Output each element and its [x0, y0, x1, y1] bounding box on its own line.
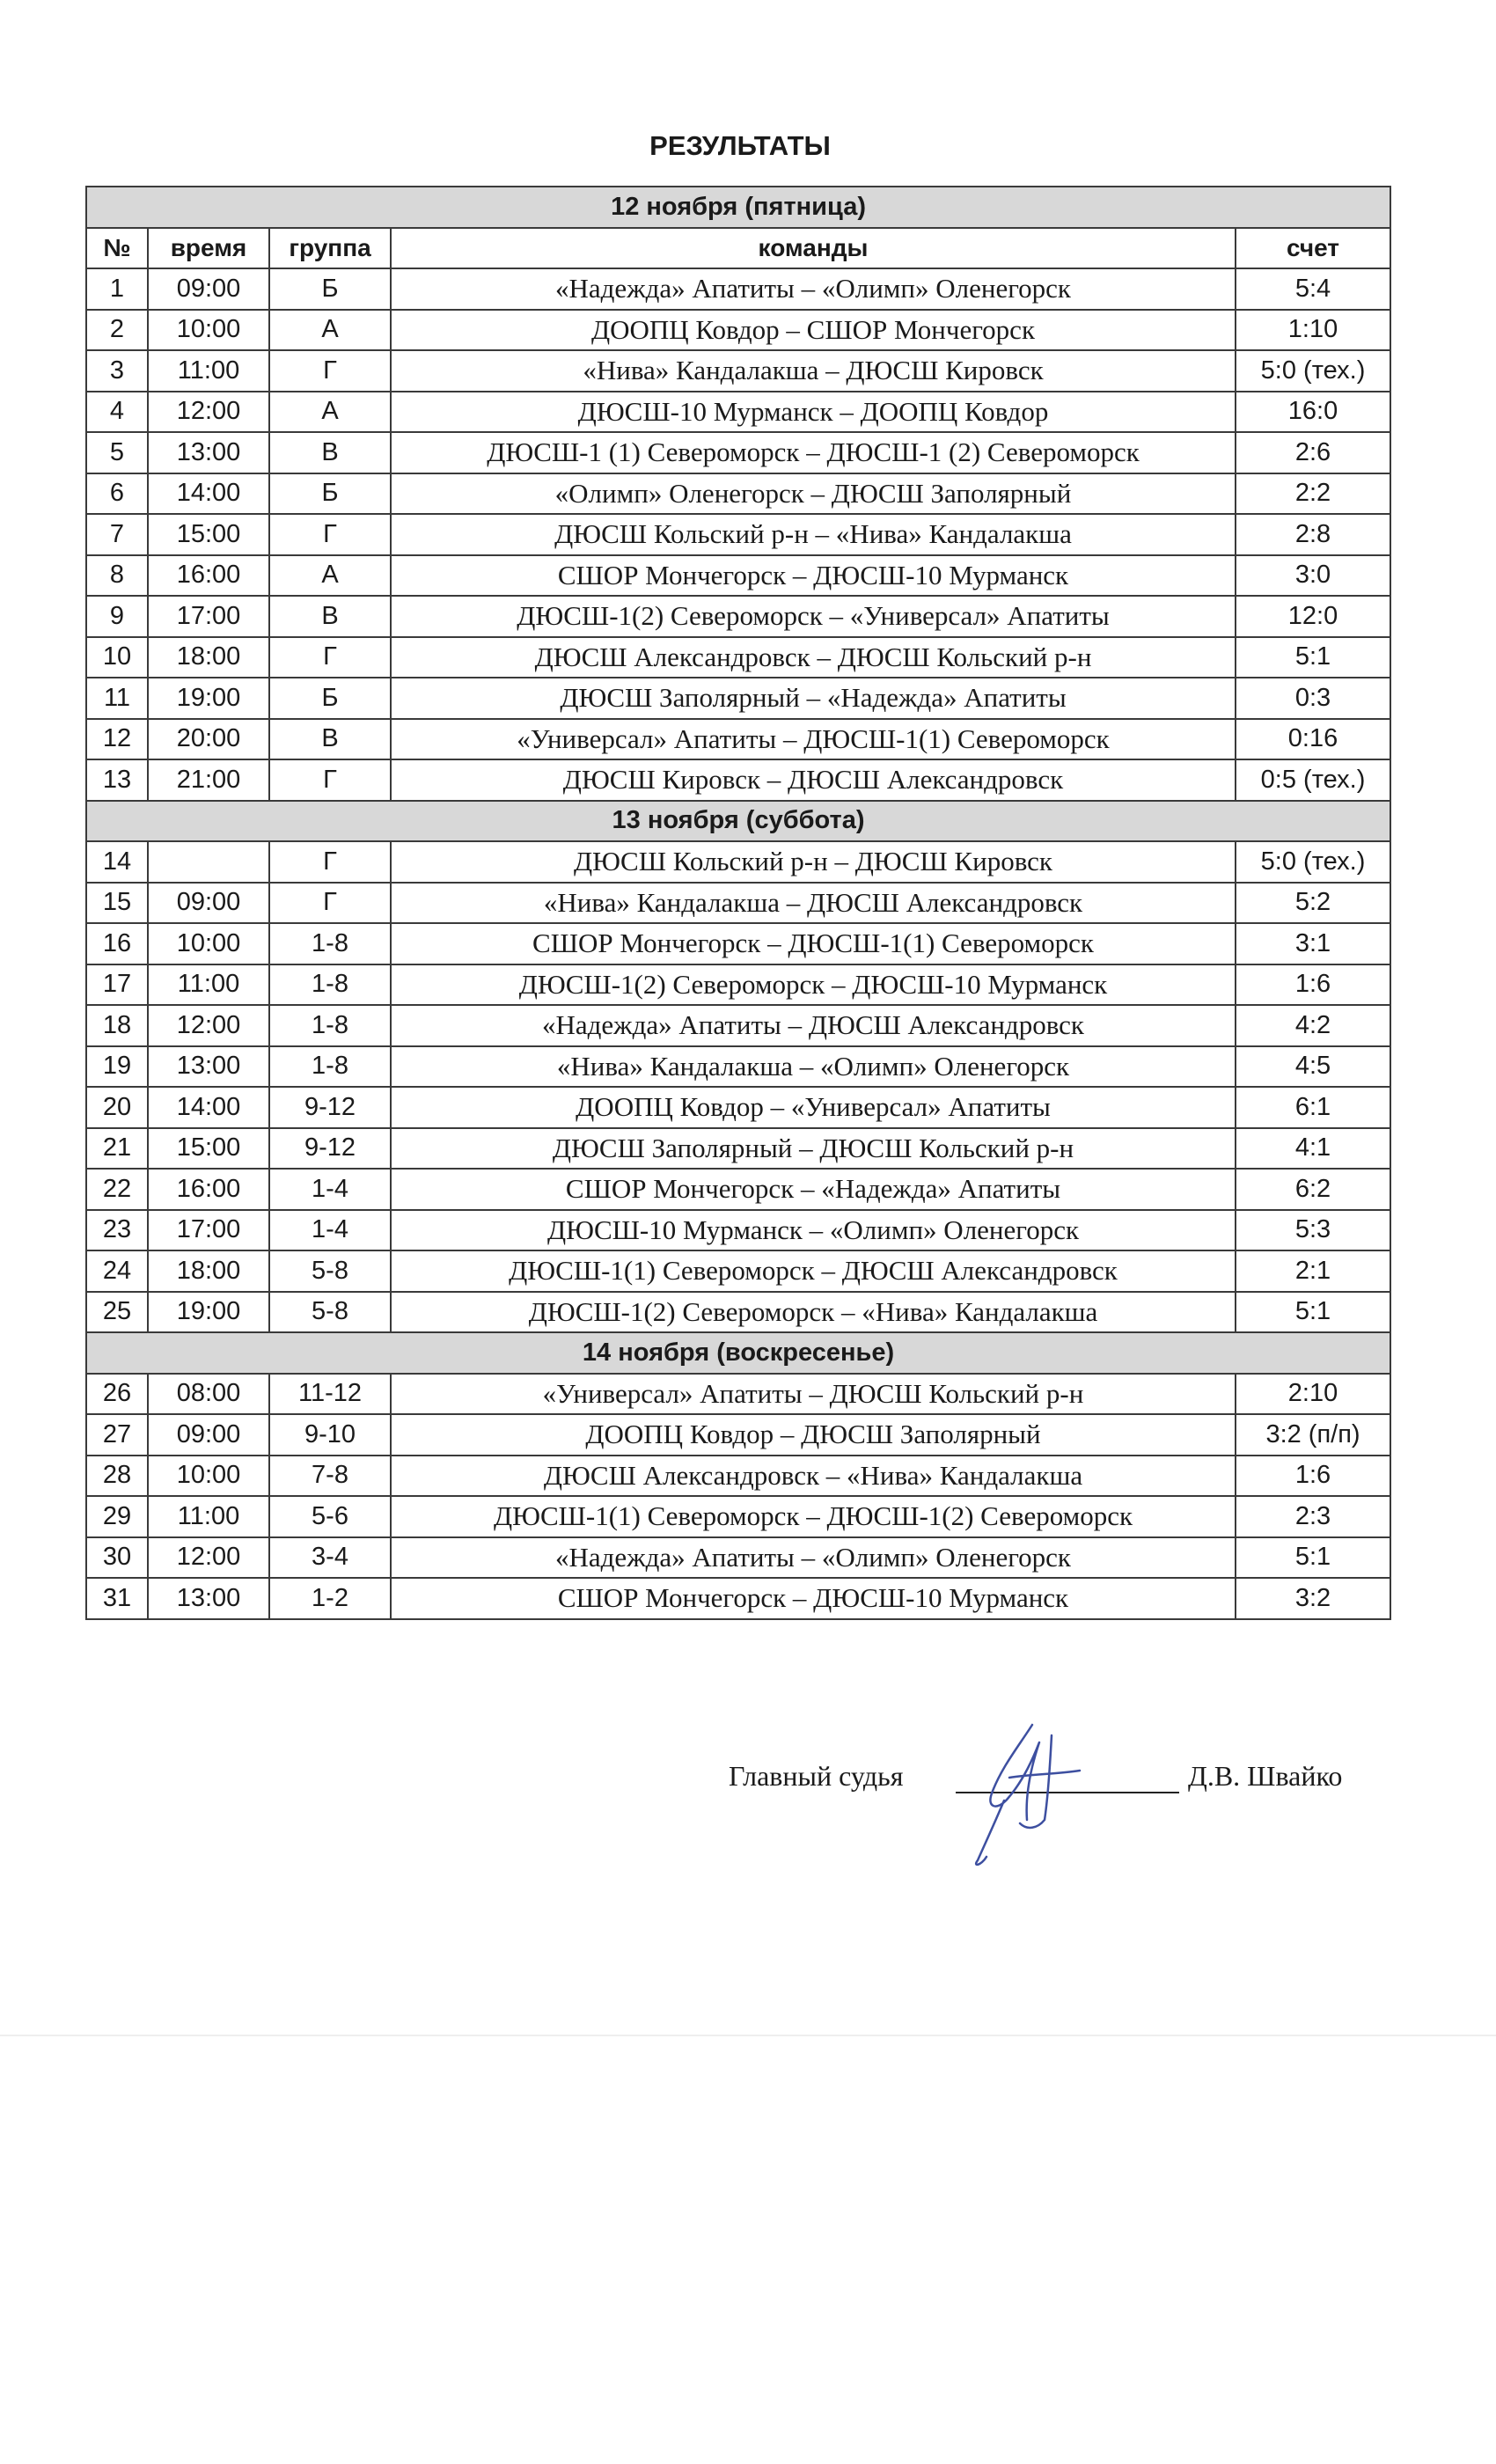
match-score: 5:0 (тех.): [1236, 350, 1390, 392]
match-row: [86, 1578, 1390, 1619]
match-number: 24: [86, 1250, 148, 1292]
match-number: 8: [86, 555, 148, 597]
match-number: 18: [86, 1005, 148, 1046]
match-number: 28: [86, 1456, 148, 1497]
match-group: В: [269, 432, 391, 473]
match-teams: СШОР Мончегорск – «Надежда» Апатиты: [391, 1169, 1236, 1210]
match-score: 2:6: [1236, 432, 1390, 473]
match-time: 16:00: [148, 1169, 269, 1210]
match-time: 17:00: [148, 1210, 269, 1251]
day-label: 14 ноября (воскресенье): [86, 1332, 1390, 1374]
match-teams: «Олимп» Оленегорск – ДЮСШ Заполярный: [391, 473, 1236, 515]
results-table: [85, 186, 1391, 1620]
match-row: [86, 964, 1390, 1006]
match-row: [86, 514, 1390, 555]
match-time: 12:00: [148, 1005, 269, 1046]
match-group: А: [269, 555, 391, 597]
match-time: 15:00: [148, 1128, 269, 1170]
chief-judge-name: Д.В. Швайко: [1188, 1760, 1343, 1792]
match-group: Г: [269, 350, 391, 392]
col-header-teams: команды: [391, 228, 1236, 269]
match-time: 11:00: [148, 350, 269, 392]
match-time: 21:00: [148, 759, 269, 801]
match-score: 3:2 (п/п): [1236, 1414, 1390, 1456]
match-score: 6:1: [1236, 1087, 1390, 1128]
match-group: 1-4: [269, 1169, 391, 1210]
match-group: Б: [269, 473, 391, 515]
match-group: Б: [269, 678, 391, 719]
match-row: [86, 1087, 1390, 1128]
match-group: Г: [269, 759, 391, 801]
match-row: [86, 1292, 1390, 1333]
match-row: [86, 1046, 1390, 1088]
match-group: 1-8: [269, 964, 391, 1006]
match-teams: «Универсал» Апатиты – ДЮСШ-1(1) Североморск: [391, 719, 1236, 760]
match-score: 2:10: [1236, 1374, 1390, 1415]
match-group: Г: [269, 637, 391, 678]
match-number: 7: [86, 514, 148, 555]
match-number: 30: [86, 1537, 148, 1579]
match-time: 20:00: [148, 719, 269, 760]
match-row: [86, 1128, 1390, 1170]
match-row: [86, 1250, 1390, 1292]
match-group: 5-8: [269, 1292, 391, 1333]
match-teams: ДЮСШ Александровск – «Нива» Кандалакша: [391, 1456, 1236, 1497]
match-score: 3:2: [1236, 1578, 1390, 1619]
match-group: Г: [269, 841, 391, 883]
match-score: 12:0: [1236, 596, 1390, 637]
match-teams: ДЮСШ Заполярный – ДЮСШ Кольский р-н: [391, 1128, 1236, 1170]
match-time: [148, 841, 269, 883]
match-score: 2:1: [1236, 1250, 1390, 1292]
match-group: 5-6: [269, 1496, 391, 1537]
match-number: 26: [86, 1374, 148, 1415]
match-row: [86, 759, 1390, 801]
match-score: 5:0 (тех.): [1236, 841, 1390, 883]
match-row: [86, 719, 1390, 760]
match-time: 18:00: [148, 1250, 269, 1292]
match-number: 10: [86, 637, 148, 678]
match-row: [86, 268, 1390, 310]
day-header-row: [86, 187, 1390, 228]
match-score: 5:4: [1236, 268, 1390, 310]
match-group: 1-8: [269, 923, 391, 964]
match-score: 2:3: [1236, 1496, 1390, 1537]
match-group: А: [269, 392, 391, 433]
handwritten-signature: [946, 1716, 1104, 1874]
match-number: 29: [86, 1496, 148, 1537]
chief-judge-label: Главный судья: [729, 1760, 904, 1792]
match-teams: ДЮСШ-10 Мурманск – ДООПЦ Ковдор: [391, 392, 1236, 433]
match-row: [86, 1005, 1390, 1046]
match-score: 1:6: [1236, 1456, 1390, 1497]
match-score: 6:2: [1236, 1169, 1390, 1210]
match-teams: «Нива» Кандалакша – ДЮСШ Александровск: [391, 883, 1236, 924]
match-group: 9-10: [269, 1414, 391, 1456]
match-number: 11: [86, 678, 148, 719]
match-number: 21: [86, 1128, 148, 1170]
match-number: 12: [86, 719, 148, 760]
match-time: 11:00: [148, 1496, 269, 1537]
match-row: [86, 1169, 1390, 1210]
match-row: [86, 1537, 1390, 1579]
match-group: А: [269, 310, 391, 351]
match-row: [86, 1414, 1390, 1456]
match-number: 27: [86, 1414, 148, 1456]
match-row: [86, 1210, 1390, 1251]
col-header-score: счет: [1236, 228, 1390, 269]
results-table-body: [86, 187, 1390, 1619]
match-time: 09:00: [148, 883, 269, 924]
match-teams: ДЮСШ-1(2) Североморск – «Универсал» Апатиты: [391, 596, 1236, 637]
match-score: 4:5: [1236, 1046, 1390, 1088]
match-score: 3:0: [1236, 555, 1390, 597]
match-teams: «Надежда» Апатиты – «Олимп» Оленегорск: [391, 1537, 1236, 1579]
match-teams: «Надежда» Апатиты – ДЮСШ Александровск: [391, 1005, 1236, 1046]
match-teams: СШОР Мончегорск – ДЮСШ-10 Мурманск: [391, 1578, 1236, 1619]
match-group: Б: [269, 268, 391, 310]
match-number: 2: [86, 310, 148, 351]
match-teams: ДООПЦ Ковдор – СШОР Мончегорск: [391, 310, 1236, 351]
match-time: 09:00: [148, 268, 269, 310]
match-number: 14: [86, 841, 148, 883]
match-row: [86, 923, 1390, 964]
match-time: 13:00: [148, 432, 269, 473]
match-row: [86, 596, 1390, 637]
match-score: 1:6: [1236, 964, 1390, 1006]
match-teams: ДЮСШ-1(2) Североморск – ДЮСШ-10 Мурманск: [391, 964, 1236, 1006]
match-score: 2:2: [1236, 473, 1390, 515]
match-time: 12:00: [148, 1537, 269, 1579]
match-row: [86, 555, 1390, 597]
match-group: 5-8: [269, 1250, 391, 1292]
match-number: 1: [86, 268, 148, 310]
match-time: 13:00: [148, 1046, 269, 1088]
match-time: 10:00: [148, 310, 269, 351]
match-number: 3: [86, 350, 148, 392]
day-header-row: [86, 801, 1390, 842]
match-time: 12:00: [148, 392, 269, 433]
match-row: [86, 1374, 1390, 1415]
match-score: 5:1: [1236, 1537, 1390, 1579]
column-header-row: [86, 228, 1390, 269]
match-score: 3:1: [1236, 923, 1390, 964]
match-teams: СШОР Мончегорск – ДЮСШ-1(1) Североморск: [391, 923, 1236, 964]
match-group: 11-12: [269, 1374, 391, 1415]
match-time: 09:00: [148, 1414, 269, 1456]
match-number: 5: [86, 432, 148, 473]
col-header-num: №: [86, 228, 148, 269]
match-number: 4: [86, 392, 148, 433]
match-time: 11:00: [148, 964, 269, 1006]
match-teams: ДЮСШ Александровск – ДЮСШ Кольский р-н: [391, 637, 1236, 678]
match-row: [86, 350, 1390, 392]
col-header-time: время: [148, 228, 269, 269]
match-number: 31: [86, 1578, 148, 1619]
match-group: Г: [269, 514, 391, 555]
page-title: РЕЗУЛЬТАТЫ: [649, 130, 831, 161]
match-number: 6: [86, 473, 148, 515]
match-time: 19:00: [148, 1292, 269, 1333]
match-score: 4:1: [1236, 1128, 1390, 1170]
match-teams: «Универсал» Апатиты – ДЮСШ Кольский р-н: [391, 1374, 1236, 1415]
match-score: 0:3: [1236, 678, 1390, 719]
match-row: [86, 310, 1390, 351]
match-group: 9-12: [269, 1128, 391, 1170]
match-group: 1-8: [269, 1005, 391, 1046]
match-number: 16: [86, 923, 148, 964]
match-number: 20: [86, 1087, 148, 1128]
match-time: 13:00: [148, 1578, 269, 1619]
match-number: 25: [86, 1292, 148, 1333]
match-teams: ДЮСШ-1 (1) Североморск – ДЮСШ-1 (2) Североморск: [391, 432, 1236, 473]
match-group: В: [269, 596, 391, 637]
match-number: 22: [86, 1169, 148, 1210]
match-row: [86, 392, 1390, 433]
match-teams: ДЮСШ Кольский р-н – «Нива» Кандалакша: [391, 514, 1236, 555]
match-row: [86, 678, 1390, 719]
match-number: 9: [86, 596, 148, 637]
match-teams: ДООПЦ Ковдор – ДЮСШ Заполярный: [391, 1414, 1236, 1456]
match-group: 7-8: [269, 1456, 391, 1497]
match-teams: «Нива» Кандалакша – ДЮСШ Кировск: [391, 350, 1236, 392]
match-score: 1:10: [1236, 310, 1390, 351]
match-score: 5:1: [1236, 637, 1390, 678]
match-teams: ДЮСШ-1(1) Североморск – ДЮСШ-1(2) Североморск: [391, 1496, 1236, 1537]
match-row: [86, 841, 1390, 883]
match-time: 08:00: [148, 1374, 269, 1415]
match-score: 0:16: [1236, 719, 1390, 760]
match-group: 1-8: [269, 1046, 391, 1088]
match-group: Г: [269, 883, 391, 924]
day-label: 12 ноября (пятница): [86, 187, 1390, 228]
match-time: 19:00: [148, 678, 269, 719]
match-number: 17: [86, 964, 148, 1006]
match-time: 16:00: [148, 555, 269, 597]
match-number: 19: [86, 1046, 148, 1088]
match-number: 15: [86, 883, 148, 924]
match-group: В: [269, 719, 391, 760]
match-time: 14:00: [148, 1087, 269, 1128]
day-header-row: [86, 1332, 1390, 1374]
match-row: [86, 1456, 1390, 1497]
match-time: 10:00: [148, 1456, 269, 1497]
match-score: 5:1: [1236, 1292, 1390, 1333]
match-time: 15:00: [148, 514, 269, 555]
match-score: 5:3: [1236, 1210, 1390, 1251]
match-group: 1-2: [269, 1578, 391, 1619]
match-teams: ДЮСШ Кольский р-н – ДЮСШ Кировск: [391, 841, 1236, 883]
match-group: 3-4: [269, 1537, 391, 1579]
scan-edge-divider: [0, 2035, 1496, 2036]
match-score: 5:2: [1236, 883, 1390, 924]
match-teams: «Надежда» Апатиты – «Олимп» Оленегорск: [391, 268, 1236, 310]
match-time: 10:00: [148, 923, 269, 964]
match-time: 17:00: [148, 596, 269, 637]
match-number: 13: [86, 759, 148, 801]
match-score: 4:2: [1236, 1005, 1390, 1046]
match-score: 0:5 (тех.): [1236, 759, 1390, 801]
match-teams: ДЮСШ-1(2) Североморск – «Нива» Кандалакша: [391, 1292, 1236, 1333]
match-group: 9-12: [269, 1087, 391, 1128]
col-header-group: группа: [269, 228, 391, 269]
match-row: [86, 473, 1390, 515]
match-teams: СШОР Мончегорск – ДЮСШ-10 Мурманск: [391, 555, 1236, 597]
match-score: 2:8: [1236, 514, 1390, 555]
day-label: 13 ноября (суббота): [86, 801, 1390, 842]
match-row: [86, 883, 1390, 924]
match-group: 1-4: [269, 1210, 391, 1251]
match-teams: «Нива» Кандалакша – «Олимп» Оленегорск: [391, 1046, 1236, 1088]
match-row: [86, 432, 1390, 473]
match-teams: ДЮСШ-1(1) Североморск – ДЮСШ Александровск: [391, 1250, 1236, 1292]
match-time: 18:00: [148, 637, 269, 678]
match-row: [86, 1496, 1390, 1537]
match-teams: ДЮСШ Кировск – ДЮСШ Александровск: [391, 759, 1236, 801]
match-teams: ДООПЦ Ковдор – «Универсал» Апатиты: [391, 1087, 1236, 1128]
match-score: 16:0: [1236, 392, 1390, 433]
match-time: 14:00: [148, 473, 269, 515]
match-row: [86, 637, 1390, 678]
match-teams: ДЮСШ Заполярный – «Надежда» Апатиты: [391, 678, 1236, 719]
match-number: 23: [86, 1210, 148, 1251]
match-teams: ДЮСШ-10 Мурманск – «Олимп» Оленегорск: [391, 1210, 1236, 1251]
